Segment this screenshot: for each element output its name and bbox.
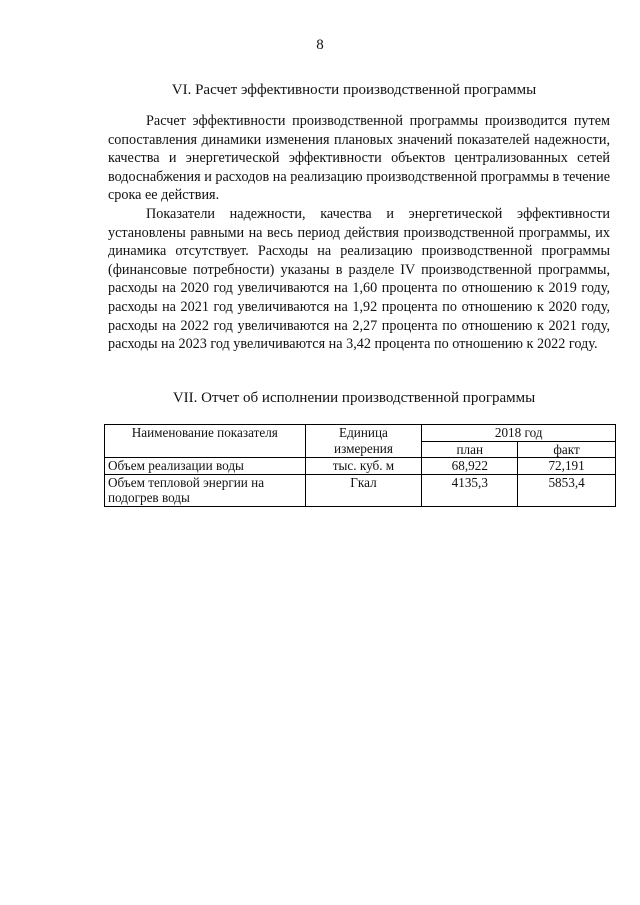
row-fact: 72,191 (518, 458, 616, 475)
section-7-heading: VII. Отчет об исполнении производственной программы (172, 390, 536, 406)
page-number: 8 (316, 37, 324, 53)
execution-report-table (104, 424, 616, 507)
row-unit: Гкал (305, 474, 422, 506)
header-unit: Единица измерения (305, 425, 422, 458)
section-6-heading: VI. Расчет эффективности производственной программы (171, 82, 537, 98)
row-indicator: Объем тепловой энергии на подогрев воды (105, 474, 306, 506)
row-unit: тыс. куб. м (305, 458, 422, 475)
row-plan: 4135,3 (422, 474, 518, 506)
section-6-body (108, 112, 610, 354)
row-plan: 68,922 (422, 458, 518, 475)
paragraph-1: Расчет эффективности производственной программы производится путем сопоставления динамики изменения плановых значений показателей надежности, качества и энергетической эффективности объектов централизованных сетей водоснабжения и расходов на реализацию производственной программы в течение срока ее действия. (108, 113, 610, 204)
table-header-row (105, 425, 616, 442)
row-indicator: Объем реализации воды (105, 458, 306, 475)
table-row (105, 474, 616, 506)
header-fact: факт (518, 441, 616, 458)
header-plan: план (422, 441, 518, 458)
paragraph-2: Показатели надежности, качества и энергетической эффективности установлены равными на весь период действия производственной программы, их динамика отсутствует. Расходы на реализацию производственной программы (финансовые потребности) указаны в разделе IV производственной программы, расходы на 2020 год увеличиваются на 1,60 процента по отношению к 2019 году, расходы на 2021 год увеличиваются на 1,92 процента по отношению к 2020 году, расходы на 2022 год увеличиваются на 2,27 процента по отношению к 2021 году, расходы на 2023 год увеличиваются на 3,42 процента по отношению к 2022 году. (108, 205, 610, 353)
header-year: 2018 год (422, 425, 616, 442)
table-row (105, 458, 616, 475)
header-indicator: Наименование показателя (105, 425, 306, 458)
row-fact: 5853,4 (518, 474, 616, 506)
